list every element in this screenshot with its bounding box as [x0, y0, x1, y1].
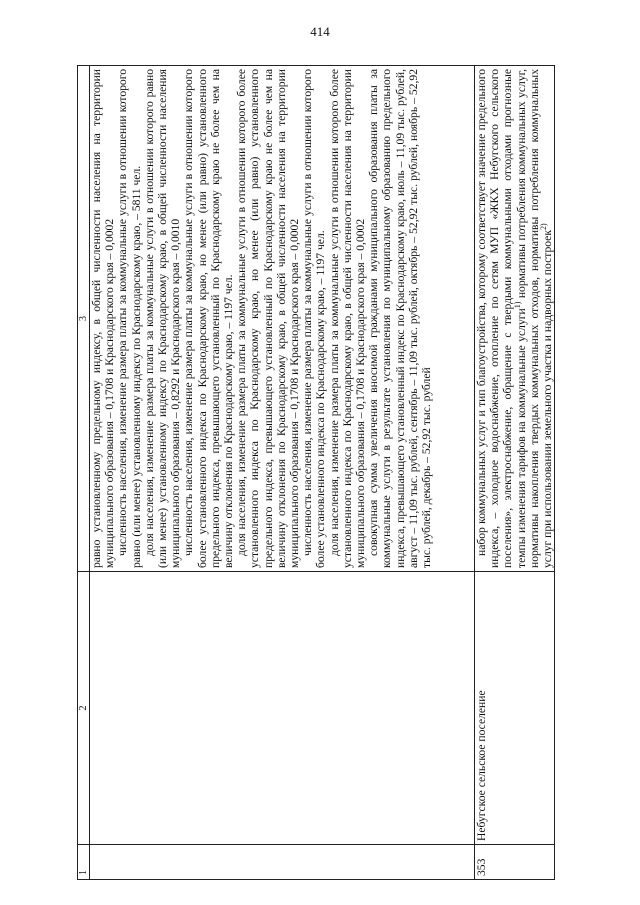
row1-paragraph: доля населения, изменение размера платы за коммунальные услуги в отношении которого более установленного индекса по Краснодарскому краю, в общей численности населения на территории муниципального образования – 0,1708 и Краснодарского края – 0,0002 [327, 69, 368, 568]
row1-paragraph: равно установленному предельному индексу, в общей численности населения на территории муниципального образования – 0,1708 и Краснодарского края – 0,0002 [90, 69, 117, 568]
row1-paragraph: численность населения, изменение размера платы за коммунальные услуги в отношении которого более установленного индекса по Краснодарскому краю, – 1197 чел. [301, 69, 328, 568]
row1-paragraph: численность населения, изменение размера платы за коммунальные услуги в отношении которого более установленного индекса по Краснодарскому краю, но менее (или равно) установленного предельного индекса, превышающего установленный по Краснодарскому краю не более чем на величину отклонения по Краснодарскому краю, – 1197 чел. [182, 69, 236, 568]
row2-text-2: нормативы потребления коммунальных услуг, нормативы накопления твердых коммунальных отходов, нормативы потребления коммунальных услуг при использовании земельного участка и надворных построек [514, 69, 555, 568]
table-row [90, 66, 475, 880]
row1-text-cell [90, 66, 475, 572]
tariff-table [77, 65, 555, 880]
row1-settlement-cell [90, 572, 475, 845]
footnote-mark: 1) [512, 301, 522, 309]
table-header-row [78, 66, 90, 880]
row2-number-cell: 353 [475, 845, 555, 880]
row1-paragraph: совокупная сумма увеличения вносимой гражданами муниципального образования платы за коммунальные услуги в результате установления по муниципальному образованию предельного индекса, превышающего установленный индекс по Краснодарскому краю, июль – 11,09 тыс. рублей, август – 11,09 тыс. рублей, сентябрь – 11,09 тыс. рублей, октябрь – 52,92 тыс. рублей, ноябрь – 52,92 тыс. рублей, декабрь – 52,92 тыс. рублей [367, 69, 434, 568]
header-col-2: 2 [78, 572, 90, 845]
footnote-mark: 2) [539, 223, 549, 231]
row1-paragraph: численность населения, изменение размера платы за коммунальные услуги в отношении которого равно (или менее) установленному индексу по Краснодарскому краю, – 5811 чел. [116, 69, 143, 568]
page-number: 414 [310, 24, 330, 39]
table-row [475, 66, 555, 880]
row1-paragraph: доля населения, изменение размера платы за коммунальные услуги в отношении которого равно (или менее) установленному индексу по Краснодарскому краю, в общей численности населения муниципального образования – 0,8292 и Краснодарского края – 0,0010 [142, 69, 183, 568]
row2-text-cell [475, 66, 555, 572]
row2-settlement-cell: Небугское сельское поселение [475, 572, 555, 845]
row1-number-cell [90, 845, 475, 880]
header-col-3: 3 [78, 66, 90, 572]
row2-paragraph [475, 69, 554, 568]
row1-paragraph: доля населения, изменение размера платы за коммунальные услуги в отношении которого более установленного индекса по Краснодарскому краю, но менее (или равно) установленного предельного индекса, превышающего установленный по Краснодарскому краю не более чем на величину отклонения по Краснодарскому краю, в общей численности населения на территории муниципального образования – 0,1708 и Краснодарского края – 0,0002 [235, 69, 302, 568]
header-col-1: 1 [78, 845, 90, 880]
row2-text: набор коммунальных услуг и тип благоустройства, которому соответствует значение предельного индекса, – холодное водоснабжение, отопление по сетям МУП «ЖКХ Небугского сельского поселения», электроснабжение, обращение с твердыми коммунальными отходами прогнозные темпы изменения тарифов на коммунальные услуги [475, 69, 528, 568]
rotated-table-container [77, 65, 555, 880]
